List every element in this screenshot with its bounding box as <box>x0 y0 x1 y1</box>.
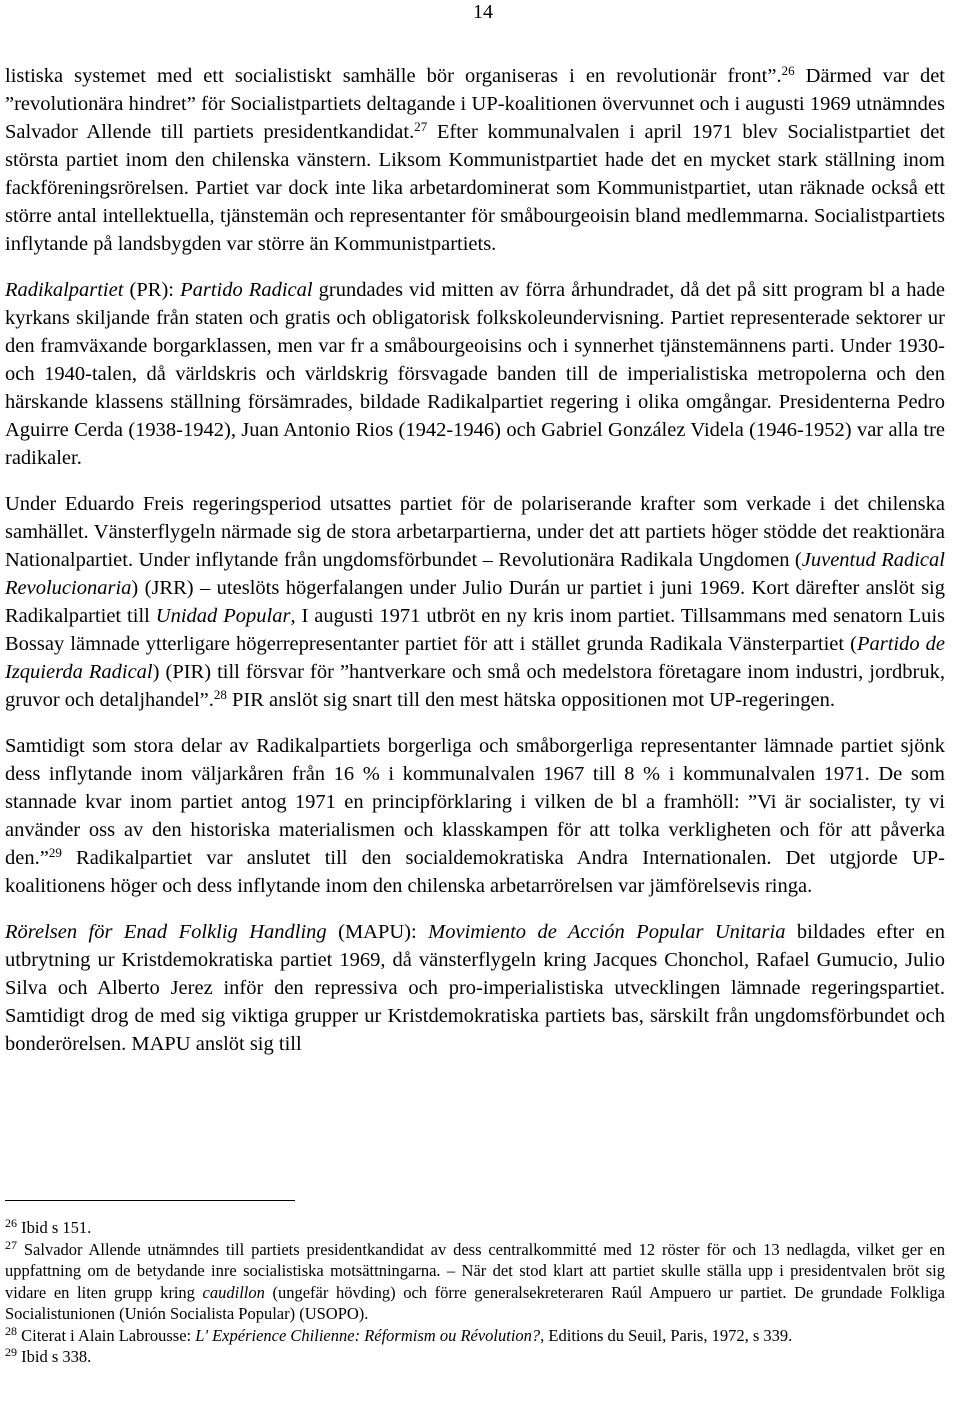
paragraph-mapu: Rörelsen för Enad Folklig Handling (MAPU): Movimiento de Acción Popular Unitaria bildades efter en utbrytning ur Kristdemokratiska partiet 1969, då vänsterflygeln kring Jacques Chonchol, Rafael Gumucio, Julio Silva och Alberto Jerez inför den repressiva och pro-imperialistiska utvecklingen lämnade regeringspartiet. Samtidigt drog de med sig viktiga grupper ur Kristdemokratiska partiets bas, särskilt från ungdomsförbundet och bonderörelsen. MAPU anslöt sig till <box>5 921 946 1055</box>
paragraph-frei-period: Under Eduardo Freis regeringsperiod utsattes partiet för de polariserande krafter som verkade i det chilenska samhället. Vänsterflygeln närmade sig de stora arbetarpartierna, under det att partiets höger stödde det reaktionära Nationalpartiet. Under inflytande från ungdomsförbundet – Revolutionära Radikala Ungdomen (Juventud Radical Revolucionaria) (JRR) – uteslöts högerfalangen under Julio Durán ur partiet i juni 1969. Kort därefter anslöt sig Radikalpartiet till Unidad Popular, I augusti 1971 utbröt en ny kris inom partiet. Tillsammans med senatorn Luis Bossay lämnade ytterligare högerrepresentanter partiet för att i stället grunda Radikala Vänsterpartiet (Partido de Izquierda Radical) (PIR) till försvar för ”hantverkare och små och medelstora företagare inom industri, jordbruk, gruvor och detaljhandel”.$^{28}$ PIR anslöt sig snart till den mest hätska oppositionen mot UP-regeringen. <box>5 493 946 711</box>
paragraph-radical-decline: Samtidigt som stora delar av Radikalpartiets borgerliga och småborgerliga representanter lämnade partiet sjönk dess inflytande inom väljarkåren från 16 % i kommunalvalen 1967 till 8 % i kommunalvalen 1971. De som stannade kvar inom partiet antog 1971 en principförklaring i vilken de bl a framhöll: ”Vi är socialister, ty vi använder oss av den historiska materialismen och klasskampen för att tolka verkligheten och för att påverka den.”$^{29}$ Radikalpartiet var anslutet till den socialdemokratiska Andra Internationalen. Det utgjorde UP-koalitionens höger och dess inflytande inom den chilenska arbetarrörelsen var jämförelsevis ringa. <box>5 735 945 897</box>
footnote-28: $^{28}$ Citerat i Alain Labrousse: L' Expérience Chilienne: Réformism ou Révolution?, Editions du Seuil, Paris, 1972, s 339. <box>5 1323 793 1345</box>
paragraph-radical-party: Radikalpartiet (PR): Partido Radical grundades vid mitten av förra århundradet, då det på sitt program bl a hade kyrkans skiljande från staten och gratis och obligatorisk folkskoleundervisning. Partiet representerade sektorer ur den framväxande borgarklassen, men var fr a småbourgeoisins och i synnerhet tjänstemännens parti. Under 1930- och 1940-talen, då världskris och världskrig försvagade banden till de imperialistiska metropolerna och den härskande klassens ställning försämrades, bildade Radikalpartiet regering i olika omgångar. Presidenterna Pedro Aguirre Cerda (1938-1942), Juan Antonio Rios (1942-1946) och Gabriel González Videla (1946-1952) var alla tre radikaler. <box>5 279 945 469</box>
footnote-ref-26: 26 <box>781 63 795 78</box>
footnotes <box>5 1200 945 1368</box>
body-text <box>5 62 945 1076</box>
paragraph-socialist-party: listiska systemet med ett socialistiskt samhälle bör organiseras i en revolutionär front”.$^{26}$ Därmed var det ”revolutionära hindret” för Socialistpartiets deltagande i UP-koalitionen övervunnet och i augusti 1969 utnämndes Salvador Allende till partiets presidentkandidat.$^{27}$ Efter kommunalvalen i april 1971 blev Socialistpartiet det största partiet inom den chilenska vänstern. Liksom Kommunistpartiet hade det en mycket stark ställning inom fackföreningsrörelsen. Partiet var dock inte lika arbetardominerat som Kommunistpartiet, utan räknade också ett större antal intellektuella, tjänstemän och representanter för småbourgeoisin bland medlemmarna. Socialistpartiets inflytande på landsbygden var större än Kommunistpartiets. <box>5 63 946 255</box>
footnote-ref-28: 28 <box>213 687 227 702</box>
footnote-ref-27: 27 <box>414 119 428 134</box>
page-number: 14 <box>473 1 493 23</box>
footnote-ref-29: 29 <box>48 845 62 860</box>
footnote-divider <box>5 1200 295 1201</box>
footnote-29: $^{29}$ Ibid s 338. <box>5 1345 92 1366</box>
footnote-27: $^{27}$ Salvador Allende utnämndes till partiets presidentkandidat av dess centralkommitté med 12 röster för och 13 nedlagda, vilket ger en uppfattning om de betydande inre socialistiska motsättningarna. – När det stod klart att partiet skulle ställa upp i presidentvalen bröt sig vidare en liten grupp kring caudillon (ungefär hövding) och förre generalsekreteraren Raúl Ampuero ur partiet. De grundade Folkliga Socialistunionen (Unión Socialista Popular) (USOPO). <box>5 1237 946 1323</box>
footnote-26: $^{26}$ Ibid s 151. <box>5 1216 92 1237</box>
